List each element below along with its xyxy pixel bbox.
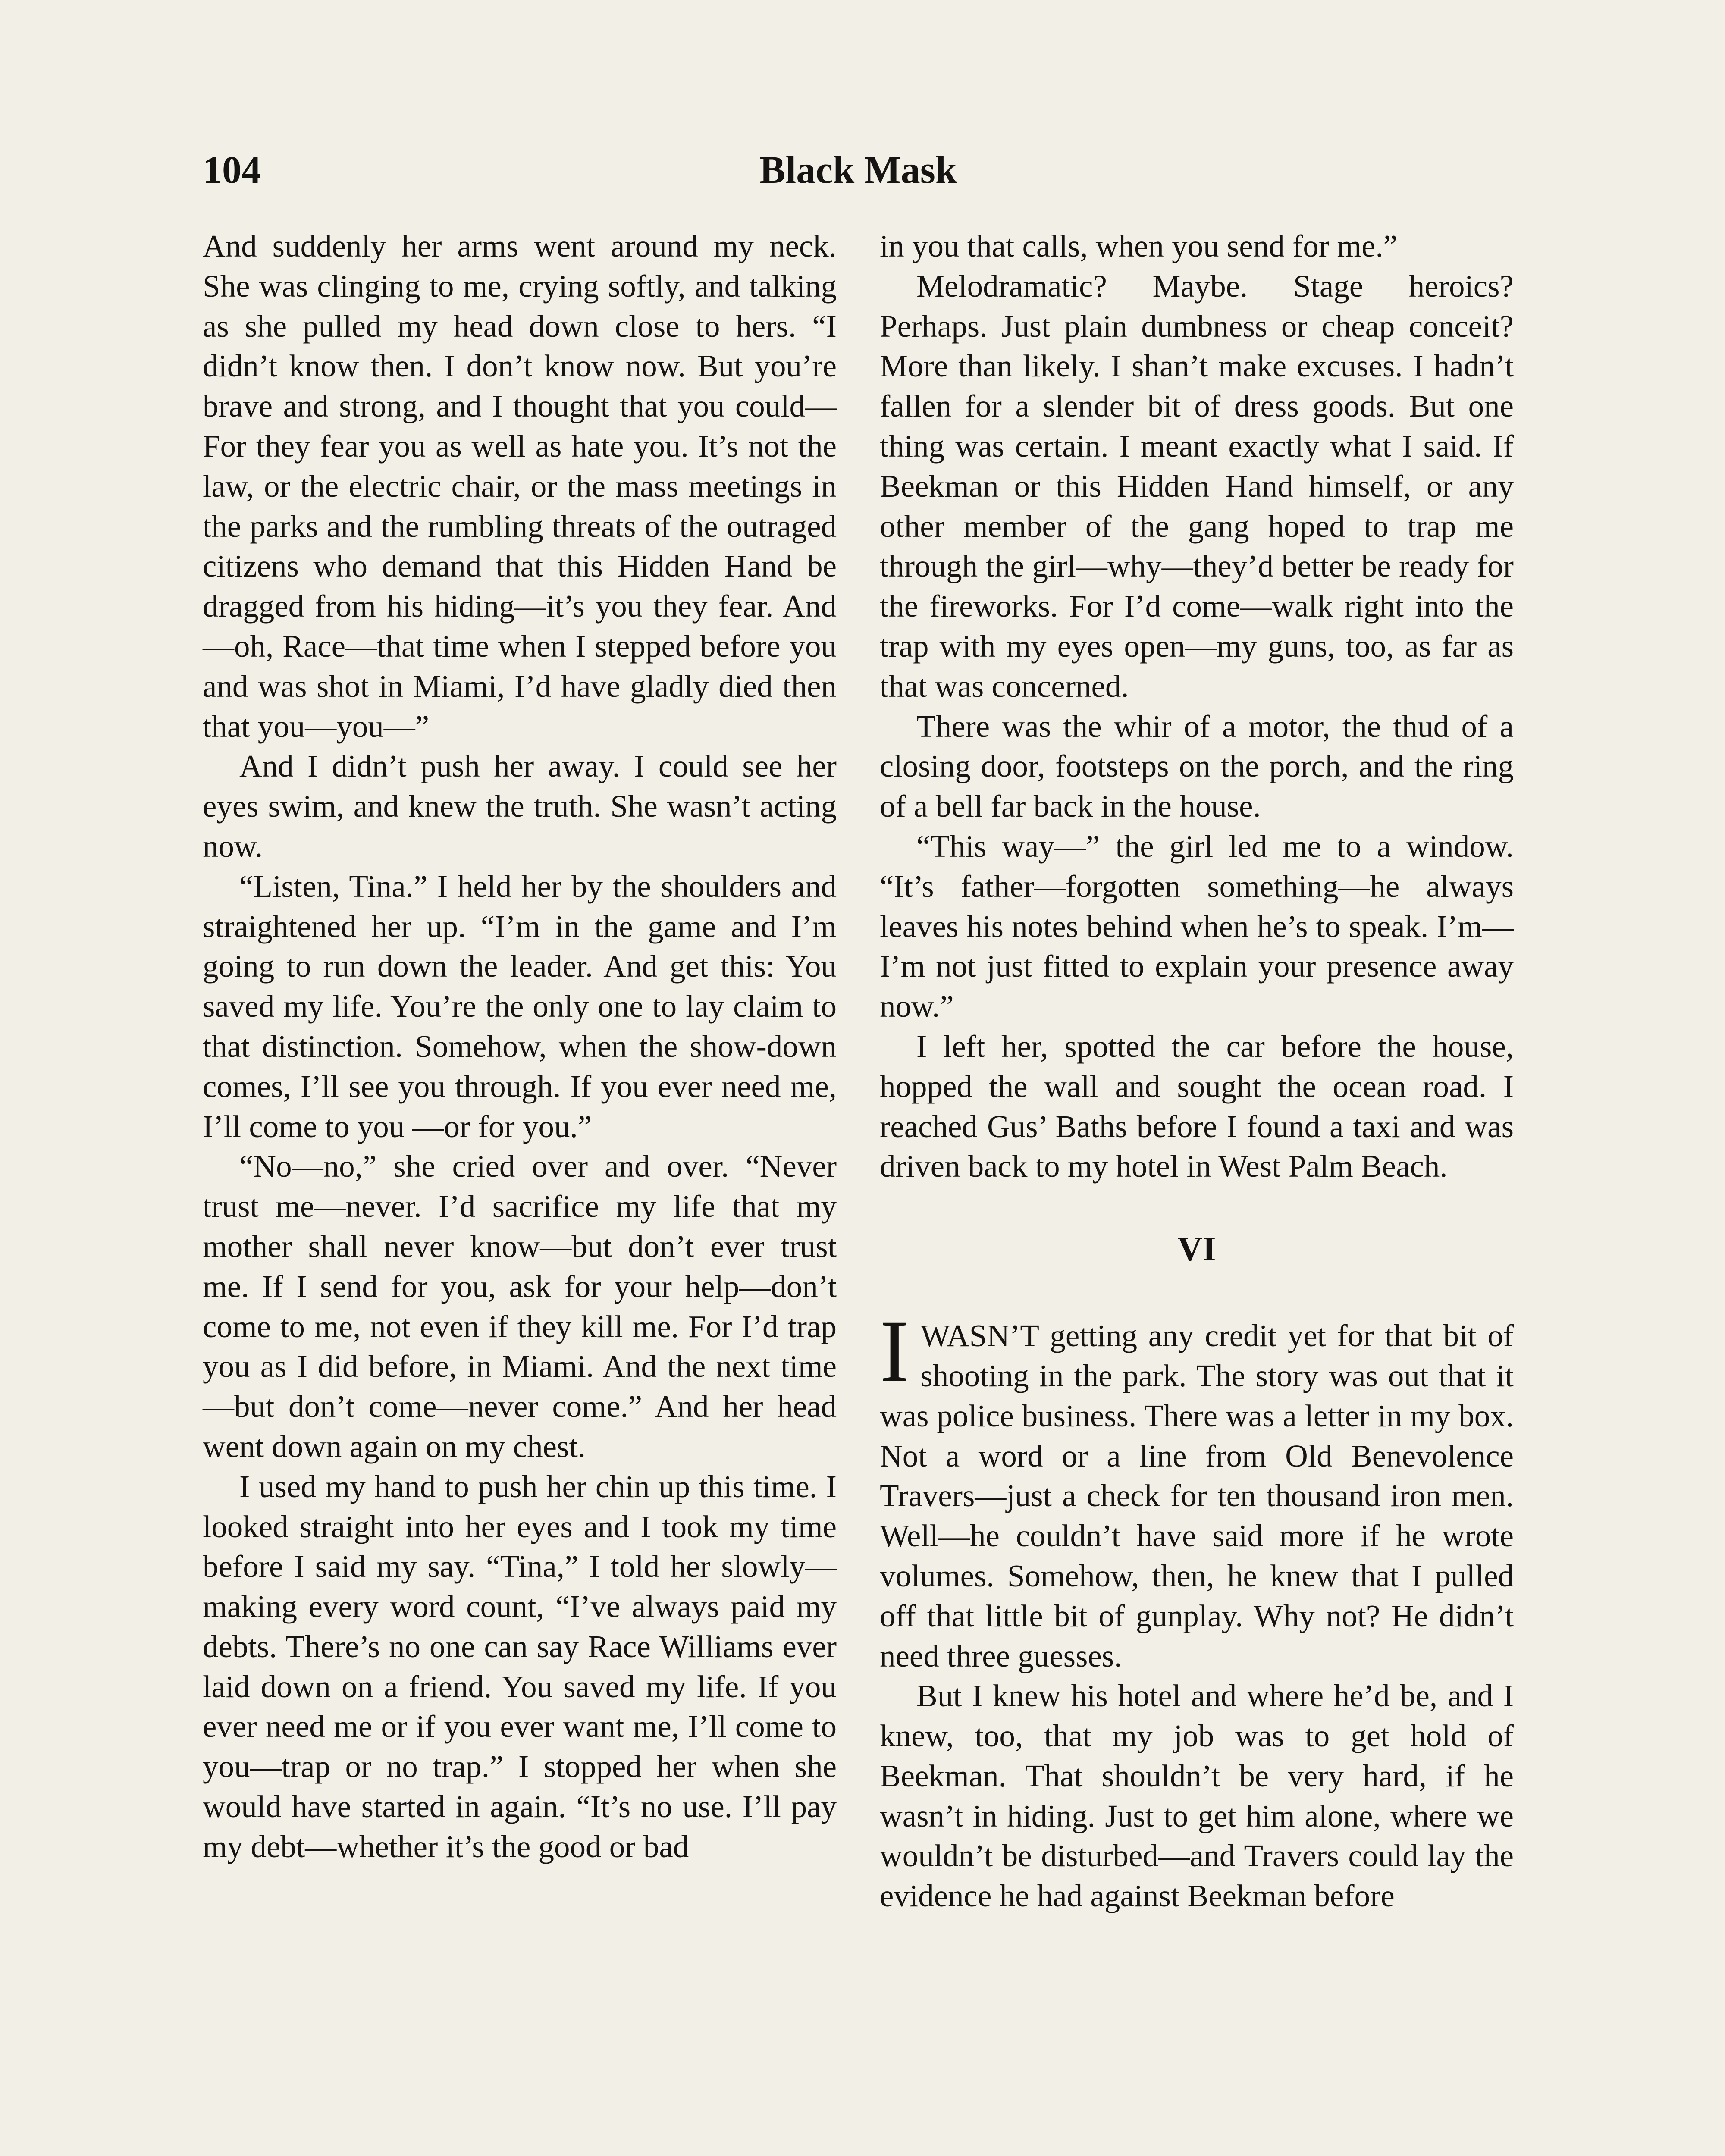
left-column xyxy=(203,226,837,1867)
publication-title: Black Mask xyxy=(759,149,957,191)
paragraph: “Listen, Tina.” I held her by the shoulders and straightened her up. “I’m in the game and I’m going to run down the leader. And get this: You saved my life. You’re the only one to lay claim to that distinction. Somehow, when the show-down comes, I’ll see you through. If you ever need me, I’ll come to you —or for you.” xyxy=(203,868,837,1144)
paragraph: There was the whir of a motor, the thud of a closing door, footsteps on the porch, and the ring of a bell far back in the house. xyxy=(880,708,1514,824)
drop-cap: I xyxy=(880,1302,910,1401)
section-opening-text: WASN’T getting any credit yet for that bit of shooting in the park. The story was out that it was police business. There was a letter in my box. Not a word or a line from Old Benevolence Travers—just a check for ten thousand iron men. Well—he couldn’t have said more if he wrote volumes. Somehow, then, he knew that I pulled off that little bit of gunplay. Why not? He didn’t need three guesses. xyxy=(880,1318,1514,1673)
section-opening-paragraph xyxy=(880,1302,1514,1676)
page-header xyxy=(203,142,1514,198)
paragraph: “This way—” the girl led me to a window. “It’s father—forgotten something—he always leaves his notes behind when he’s to speak. I’m—I’m not just fitted to explain your presence away now.” xyxy=(880,828,1514,1024)
paragraph: Melodramatic? Maybe. Stage heroics? Perhaps. Just plain dumbness or cheap conceit? More than likely. I shan’t make excuses. I hadn’t fallen for a slender bit of dress goods. But one thing was certain. I meant exactly what I said. If Beekman or this Hidden Hand himself, or any other member of the gang hoped to trap me through the girl—why—they’d better be ready for the fireworks. For I’d come—walk right into the trap with my eyes open—my guns, too, as far as that was concerned. xyxy=(880,268,1514,704)
paragraph: “No—no,” she cried over and over. “Never trust me—never. I’d sacrifice my life that my mother shall never know—but don’t ever trust me. If I send for you, ask for your help—don’t come to me, not even if they kill me. For I’d trap you as I did before, in Miami. And the next time—but don’t come—never come.” And her head went down again on my chest. xyxy=(203,1149,837,1464)
page-number: 104 xyxy=(203,149,261,191)
section-heading: VI xyxy=(1177,1230,1216,1269)
paragraph-continuation: in you that calls, when you send for me.” xyxy=(880,229,1398,263)
paragraph: And I didn’t push her away. I could see her eyes swim, and knew the truth. She wasn’t acting now. xyxy=(203,749,837,864)
right-column xyxy=(880,226,1514,1916)
paragraph: I used my hand to push her chin up this time. I looked straight into her eyes and I took my time before I said my say. “Tina,” I told her slowly—making every word count, “I’ve always paid my debts. There’s no one can say Race Williams ever laid down on a friend. You saved my life. If you ever need me or if you ever want me, I’ll come to you—trap or no trap.” I stopped her when she would have started in again. “It’s no use. I’ll pay my debt—whether it’s the good or bad xyxy=(203,1469,837,1864)
paragraph: I left her, spotted the car before the house, hopped the wall and sought the ocean road. I reached Gus’ Baths before I found a taxi and was driven back to my hotel in West Palm Beach. xyxy=(880,1028,1514,1184)
paragraph: And suddenly her arms went around my neck. She was clinging to me, crying softly, and talking as she pulled my head down close to hers. “I didn’t know then. I don’t know now. But you’re brave and strong, and I thought that you could— For they fear you as well as hate you. It’s not the law, or the electric chair, or the mass meetings in the parks and the rumbling threats of the outraged citizens who demand that this Hidden Hand be dragged from his hiding—it’s you they fear. And—oh, Race—that time when I stepped before you and was shot in Miami, I’d have gladly died then that you—you—” xyxy=(203,229,837,744)
paragraph: But I knew his hotel and where he’d be, and I knew, too, that my job was to get hold of Beekman. That shouldn’t be very hard, if he wasn’t in hiding. Just to get him alone, where we wouldn’t be disturbed—and Travers could lay the evidence he had against Beekman before xyxy=(880,1678,1514,1914)
